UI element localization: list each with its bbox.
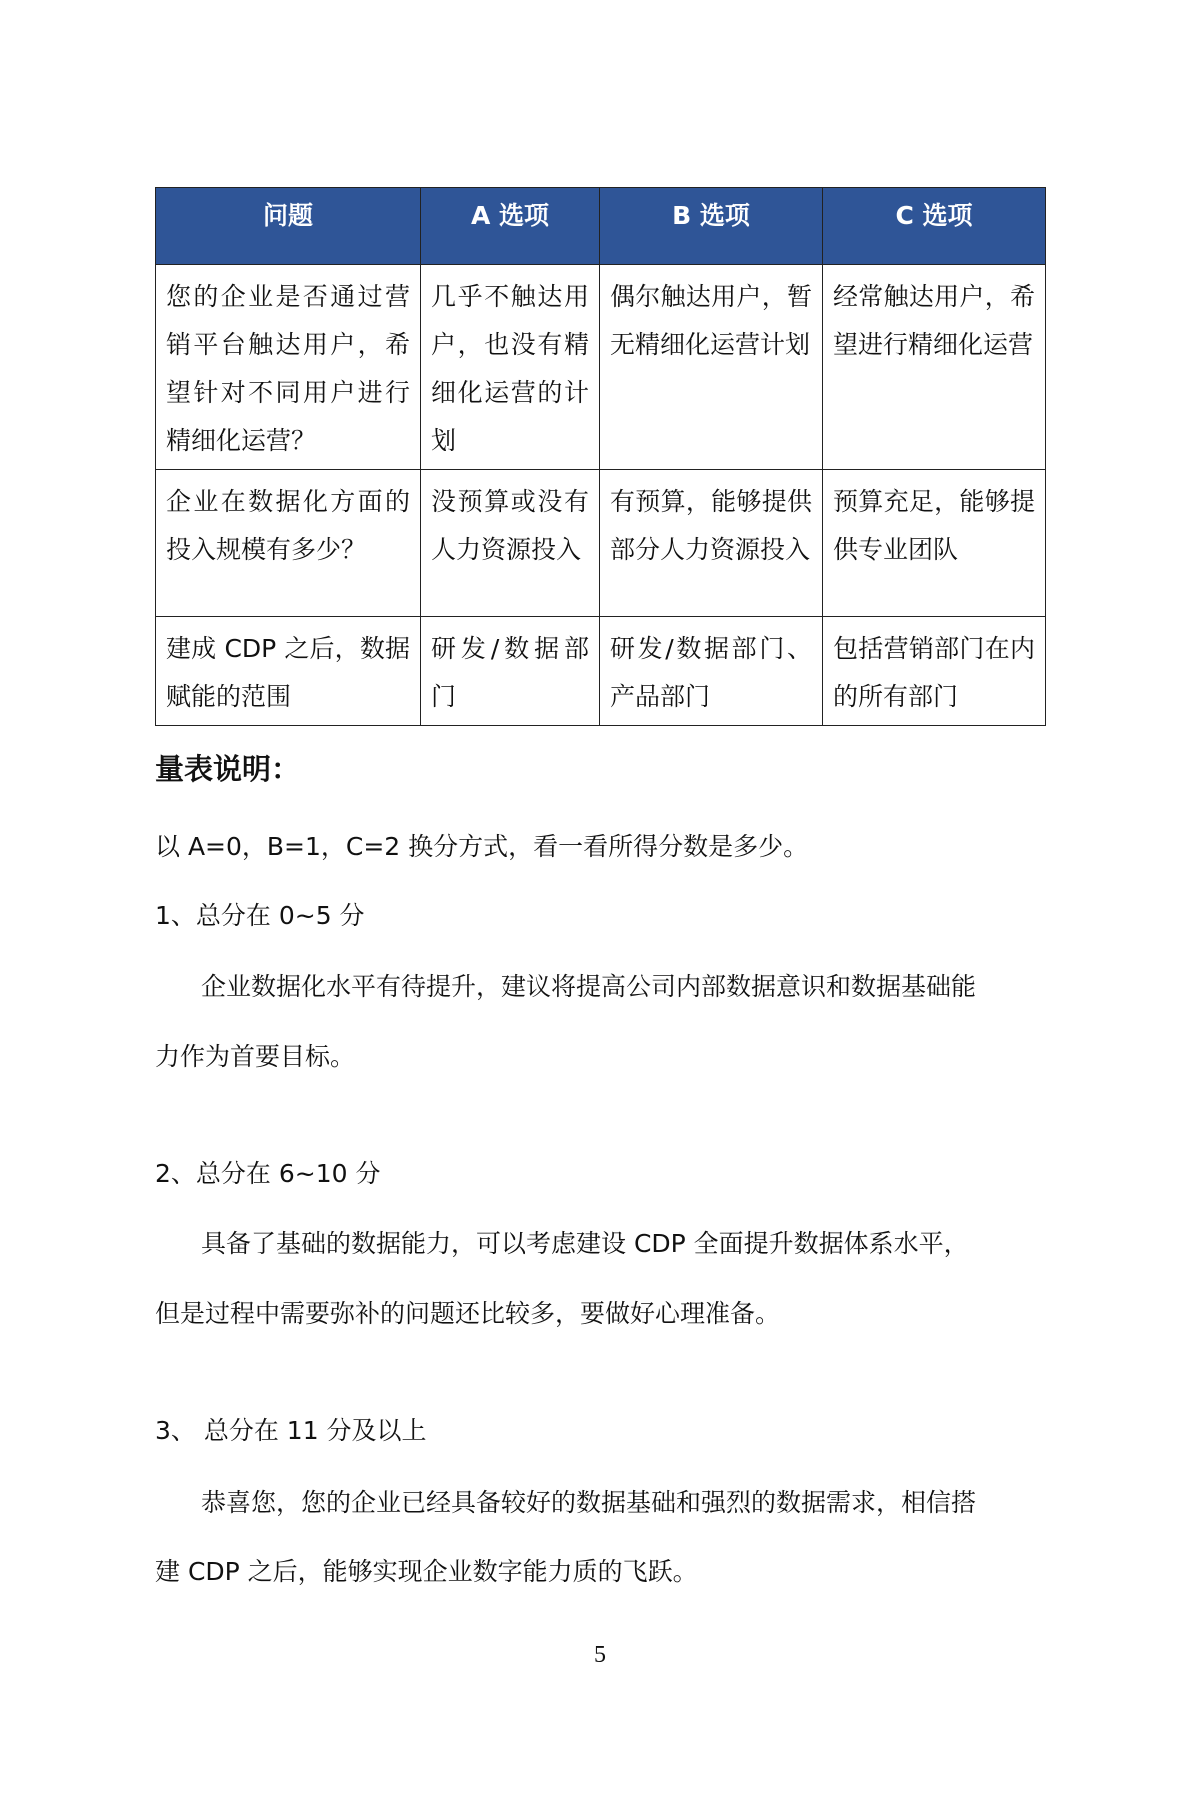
- table-cell: 有预算，能够提供部分人力资源投入: [600, 470, 823, 617]
- table-cell: 没预算或没有人力资源投入: [421, 470, 600, 617]
- table-cell: 几乎不触达用户，也没有精细化运营的计划: [421, 265, 600, 470]
- scale-heading: 量表说明：: [155, 752, 301, 786]
- table-cell: 企业在数据化方面的投入规模有多少？: [156, 470, 421, 617]
- score-range-title: 3、 总分在 11 分及以上: [155, 1416, 427, 1445]
- assessment-table: [155, 187, 1046, 726]
- table-header-row: [156, 188, 1046, 265]
- header-option-a: A 选项: [421, 188, 600, 265]
- score-range-body: 恭喜您，您的企业已经具备较好的数据基础和强烈的数据需求，相信搭: [201, 1488, 977, 1517]
- score-range-title: 1、总分在 0~5 分: [155, 901, 365, 930]
- score-range-body: 企业数据化水平有待提升，建议将提高公司内部数据意识和数据基础能: [201, 972, 977, 1001]
- table-cell: 经常触达用户，希望进行精细化运营: [823, 265, 1046, 470]
- page-number: 5: [594, 1642, 606, 1668]
- score-range-body: 建 CDP 之后，能够实现企业数字能力质的飞跃。: [155, 1557, 698, 1586]
- table-cell: 您的企业是否通过营销平台触达用户，希望针对不同用户进行精细化运营？: [156, 265, 421, 470]
- scale-intro: 以 A=0，B=1，C=2 换分方式，看一看所得分数是多少。: [155, 832, 809, 861]
- table-cell: 研发/数据部门: [421, 617, 600, 726]
- table-cell: 偶尔触达用户，暂无精细化运营计划: [600, 265, 823, 470]
- table-row: [156, 617, 1046, 726]
- score-range-body: 但是过程中需要弥补的问题还比较多，要做好心理准备。: [155, 1299, 781, 1328]
- header-option-b: B 选项: [600, 188, 823, 265]
- score-range-body: 力作为首要目标。: [155, 1042, 356, 1071]
- table-cell: 建成 CDP 之后，数据赋能的范围: [156, 617, 421, 726]
- header-question: 问题: [156, 188, 421, 265]
- table-row: [156, 265, 1046, 470]
- table-row: [156, 470, 1046, 617]
- score-range-title: 2、总分在 6~10 分: [155, 1159, 381, 1188]
- table-cell: 研发/数据部门、产品部门: [600, 617, 823, 726]
- table-cell: 包括营销部门在内的所有部门: [823, 617, 1046, 726]
- score-range-body: 具备了基础的数据能力，可以考虑建设 CDP 全面提升数据体系水平，: [201, 1229, 969, 1258]
- header-option-c: C 选项: [823, 188, 1046, 265]
- table-cell: 预算充足，能够提供专业团队: [823, 470, 1046, 617]
